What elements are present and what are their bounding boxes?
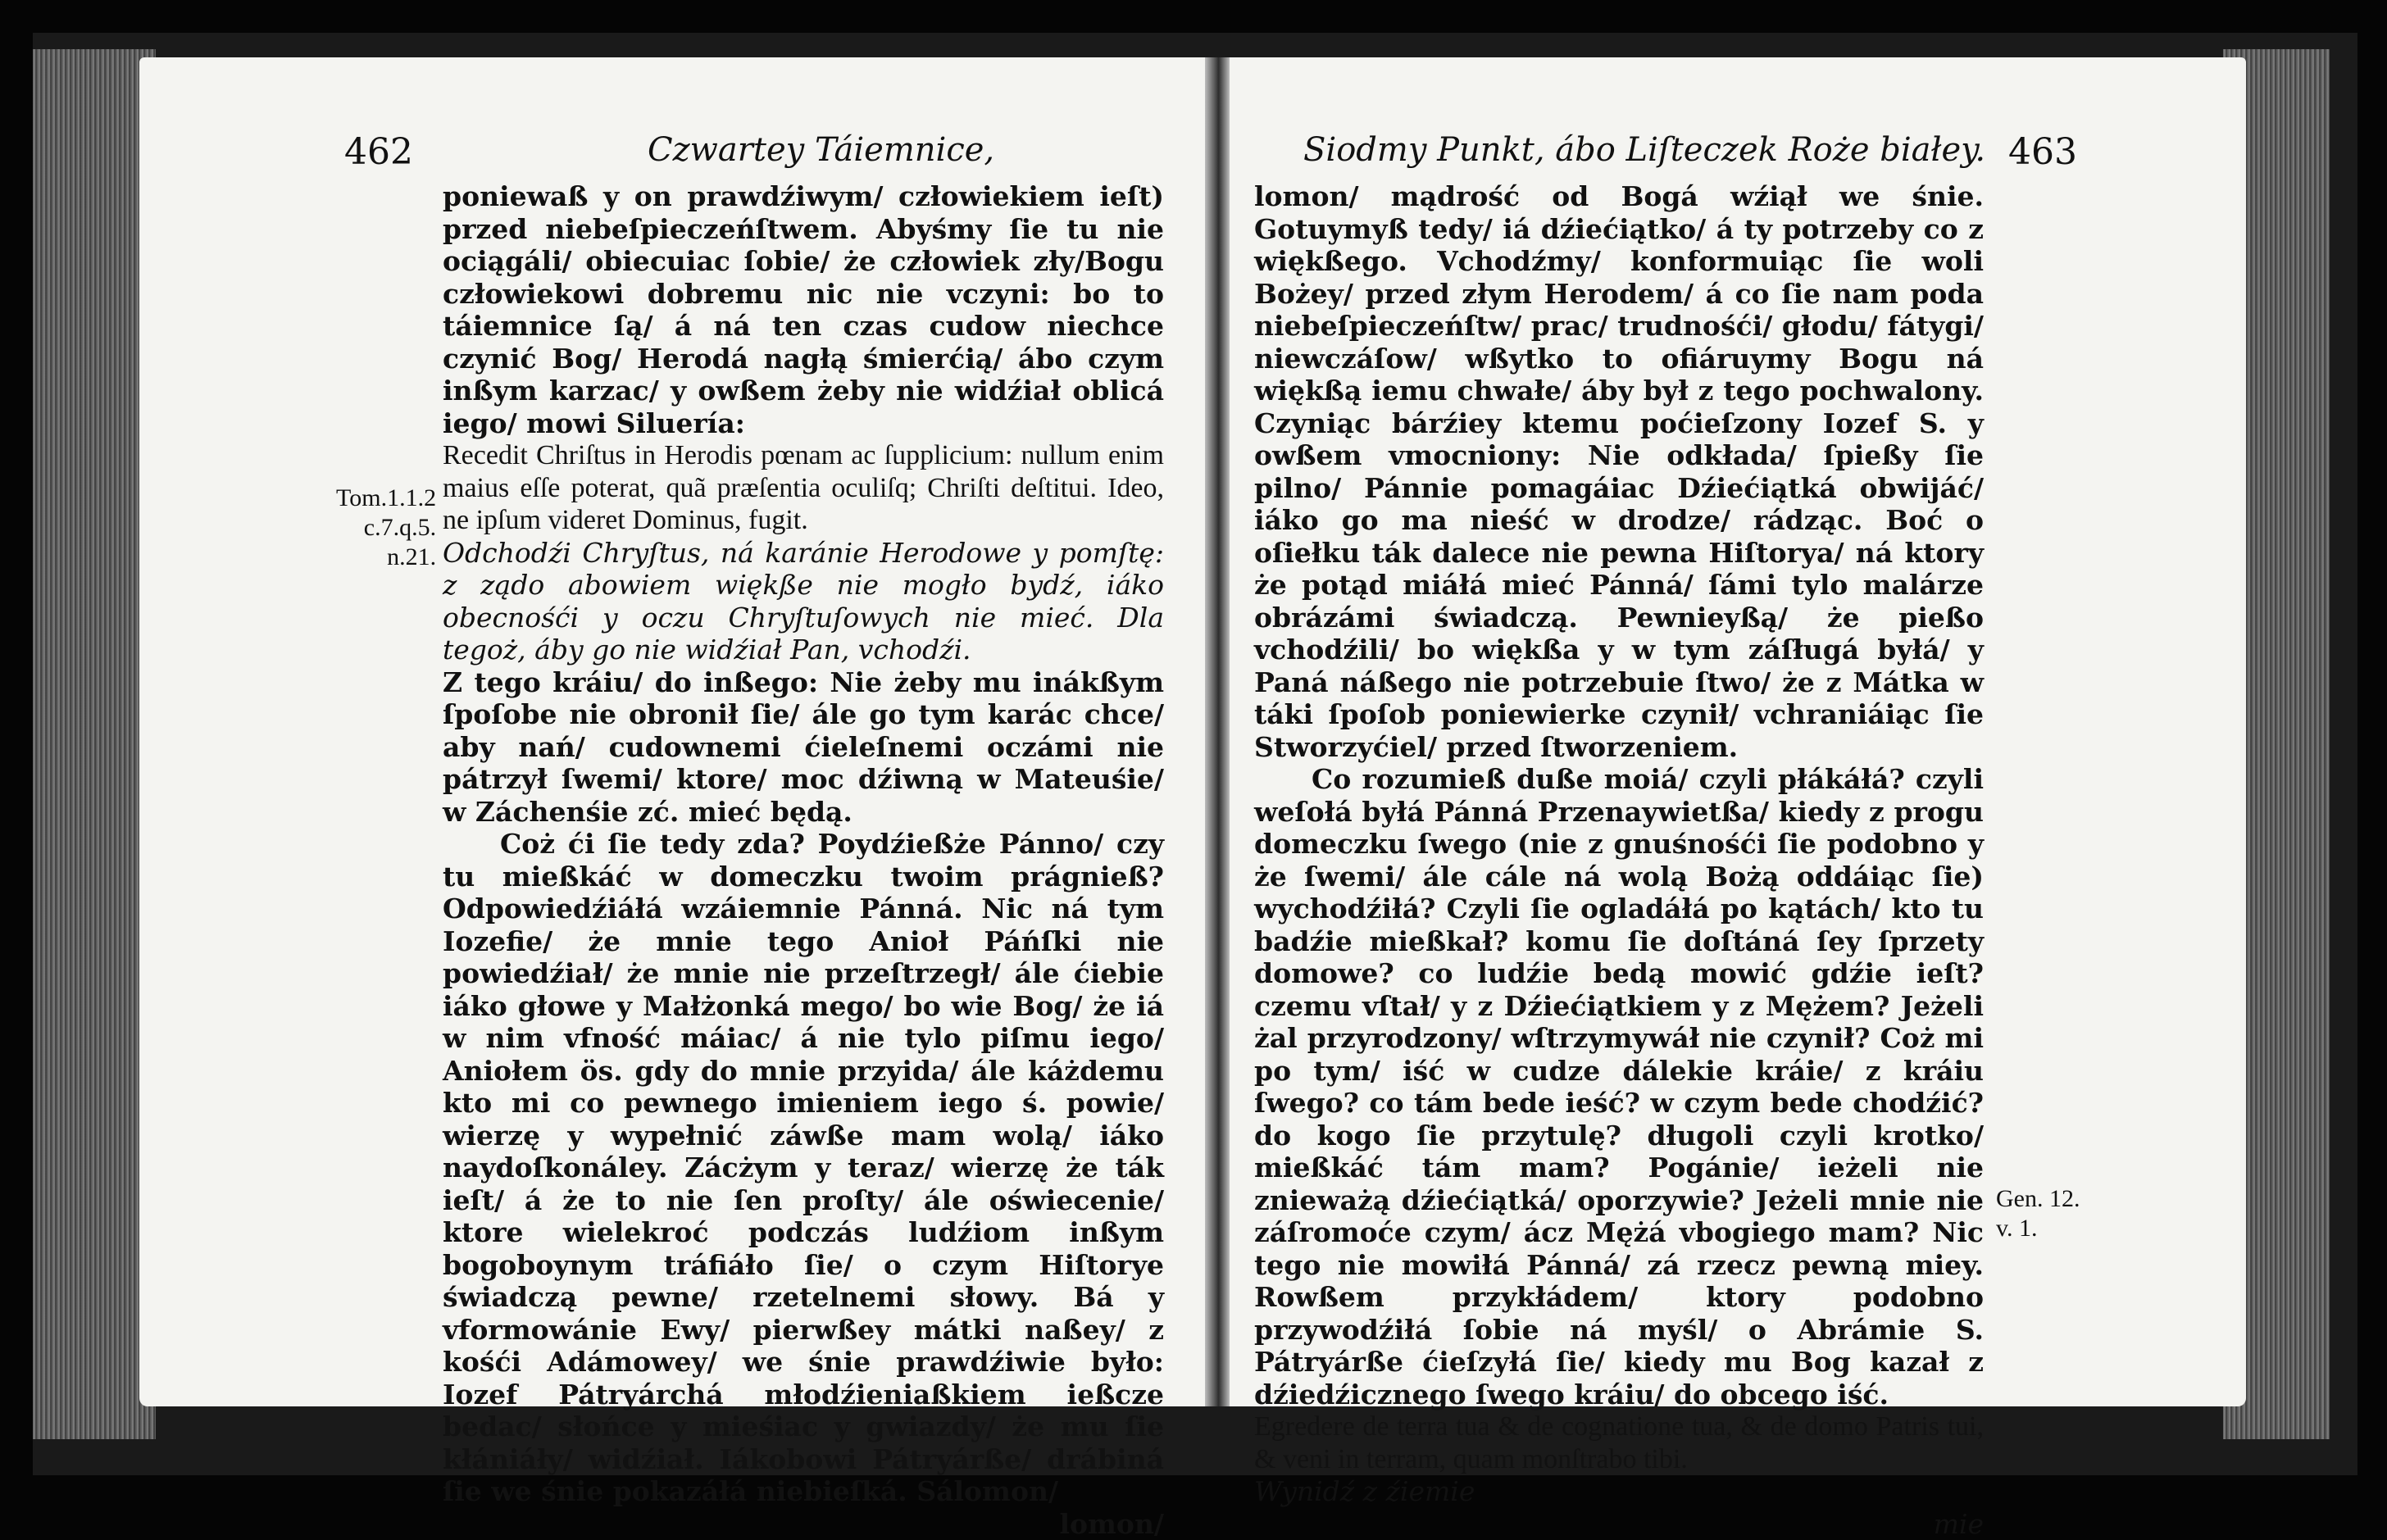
text-column-right: [1254, 180, 1984, 1540]
right-page: [1230, 57, 2246, 1406]
italic-translation: Odchodźi Chryſtus, ná karánie Herodowe y pomſtę: z ządo abowiem więkße nie mogło bydź, iáko obecnośći y oczu Chryſtuſowych nie mieć. Dla tegoż, áby go nie widźiał Pan, vchodźi.: [443, 537, 1164, 666]
book-gutter: [1205, 57, 1230, 1406]
margin-note-line: n.21.: [336, 543, 436, 572]
running-head-left: Czwartey Táiemnice,: [648, 131, 994, 169]
left-page: [139, 57, 1205, 1406]
paragraph: Co rozumieß duße moiá/ czyli płákáłá? czyli weſołá byłá Pánná Przenaywietßa/ kiedy z progu domeczku ſwego (nie z gnuśnośći ſie podobno y że ſwemi/ ále cále ná wolą Bożą oddáiąc ſie) wychodźiłá? Czyli ſie ogladáłá po kątách/ kto tu badźie mießkał? komu ſie doſtáná ſey ſprzety domowe? co ludźie bedą mowić gdźie ieſt? czemu vſtał/ y z Dźiećiątkiem y z Mężem? Jeżeli żal przyrodzony/ wſtrzymywáł nie czynił? Coż mi po tym/ iść w cudze dálekie kráie/ z kráiu ſwego? co tám bede ieść? w czym bede chodźić? do kogo ſie przytulę? długoli czyli krotko/ mießkáć tám mam? Pogánie/ ieżeli nie znieważą dźiećiątká/ oporzywie? Jeżeli mnie nie záſromoće czym/ ácz Mężá vbogiego mam? Nic tego nie mowiłá Pánná/ zá rzecz pewną miey. Rowßem przykłádem/ ktory podobno przywodźiłá ſobie ná myśl/ o Abrámie S. Pátryárße ćieſzyłá ſie/ kiedy mu Bog kazał z dźiedźicznego ſwego kráiu/ do obcego iść.: [1254, 763, 1984, 1411]
catchword: lomon/: [443, 1508, 1164, 1540]
paragraph: Z tego kráiu/ do inßego: Nie żeby mu inákßym ſpoſobe nie obronił ſie/ ále go tym karác chce/ aby nań/ cudownemi ćieleſnemi oczámi nie pátrzył ſwemi/ ktore/ moc dźiwną w Mateuśie/ w Záchenśie zć. mieć będą.: [443, 666, 1164, 829]
paragraph: poniewaß y on prawdźiwym/ człowiekiem ieſt) przed niebeſpieczeńſtwem. Abyśmy ſie tu nie ociągáli/ obiecuiac ſobie/ że człowiek zły/Bogu człowiekowi dobremu nic nie vczyni: bo to táiemnice ſą/ á ná ten czas cudow niechce czynić Bog/ Herodá nagłą śmierćią/ ábo czym inßym karzac/ y owßem żeby nie widźiał oblicá iego/ mowi Siluería:: [443, 180, 1164, 439]
margin-note-line: Gen. 12.: [1996, 1184, 2080, 1214]
margin-note-left: [336, 484, 436, 572]
italic-translation: Wynidź z źiemie: [1254, 1475, 1984, 1508]
catchword: mie: [1254, 1508, 1984, 1540]
running-head-right: Siodmy Punkt, ábo Liſteczek Roże białey.: [1303, 131, 1985, 169]
page-edges-left: [33, 49, 156, 1439]
paragraph: lomon/ mądrość od Bogá wźiął we śnie. Gotuymyß tedy/ iá dźiećiątko/ á ty potrzeby co z więkßego. Vchodźmy/ konformuiąc ſie woli Bożey/ przed złym Herodem/ á co ſie nam poda niebeſpieczeńſtw/ prac/ trudnośći/ głodu/ fátygi/ niewczáſow/ wßytko to ofiáruymy Bogu ná więkßą iemu chwałe/ áby był z tego pochwalony. Czyniąc bárźiey ktemu poćieſzony Iozef S. y owßem vmocniony: Nie odkłada/ ſpießy ſie pilno/ Pánnie pomagáiac Dźiećiątká obwijáć/ iáko go ma nieść w drodze/ rádząc. Boć o oſiełku ták dalece nie pewna Hiſtorya/ ná ktory że potąd miáłá mieć Pánná/ ſámi tylo malárze obrázámi świadczą. Pewnieyßą/ że pießo vchodźili/ bo więkßa y w tym záſługá byłá/ y Paná náßego nie potrzebuie ſtwo/ że z Mátka w táki ſpoſob poniewierke czynił/ vchraniáiąc ſie Stworzyćiel/ przed ſtworzeniem.: [1254, 180, 1984, 763]
margin-note-line: v. 1.: [1996, 1214, 2080, 1243]
margin-note-line: Tom.1.1.2: [336, 484, 436, 513]
paragraph: Coż ći ſie tedy zda? Poydźießże Pánno/ czy tu mießkáć w domeczku twoim prágnieß? Odpowiedźiáłá wzáiemnie Pánná. Nic ná tym Iozefie/ że mnie tego Anioł Páńſki nie powiedźiał/ że mnie nie przeſtrzegł/ ále ćiebie iáko głowe y Małżonká mego/ bo wie Bog/ że iá w nim vfność máiac/ á nie tylo piſmu iego/ Aniołem ös. gdy do mnie przyida/ ále káżdemu kto mi co pewnego imieniem iego ś. powie/ wierzę y wypełnić záwße mam wolą/ iáko naydoſkonáley. Zácżym y teraz/ wierzę że ták ieſt/ á że to nie ſen proſty/ ále oświecenie/ ktore wielekroć podczás ludźiom inßym bogoboynym tráfiáło ſie/ o czym Hiſtorye świadczą pewne/ rzetelnemi słowy. Bá y vformowánie Ewy/ pierwßey mátki naßey/ z kośći Adámowey/ we śnie prawdźiwie było: Iozef Pátryárchá młodźieniaßkiem ießcze bedac/ słońce y mieśiac y gwiazdy/ że mu ſie kłániáły/ widźiał. Iákobowi Pátryárße/ drábiná ſie we śnie pokazáłá niebieſká. Sálomon/: [443, 828, 1164, 1508]
margin-note-line: c.7.q.5.: [336, 513, 436, 543]
page-number-left: 462: [344, 131, 413, 173]
margin-note-right: [1996, 1184, 2080, 1243]
text-column-left: [443, 180, 1164, 1540]
latin-quotation: Egredere de terra tua & de cognatione tua, & de domo Patris tui, & veni in terram, quam monſtrabo tibi.: [1254, 1411, 1984, 1475]
page-number-right: 463: [2008, 131, 2077, 173]
latin-quotation: Recedit Chriſtus in Herodis pœnam ac ſupplicium: nullum enim maius eſſe poterat, quã præſentia oculiſq; Chriſti deſtitui. Ideo, ne ipſum videret Dominus, fugit.: [443, 439, 1164, 537]
